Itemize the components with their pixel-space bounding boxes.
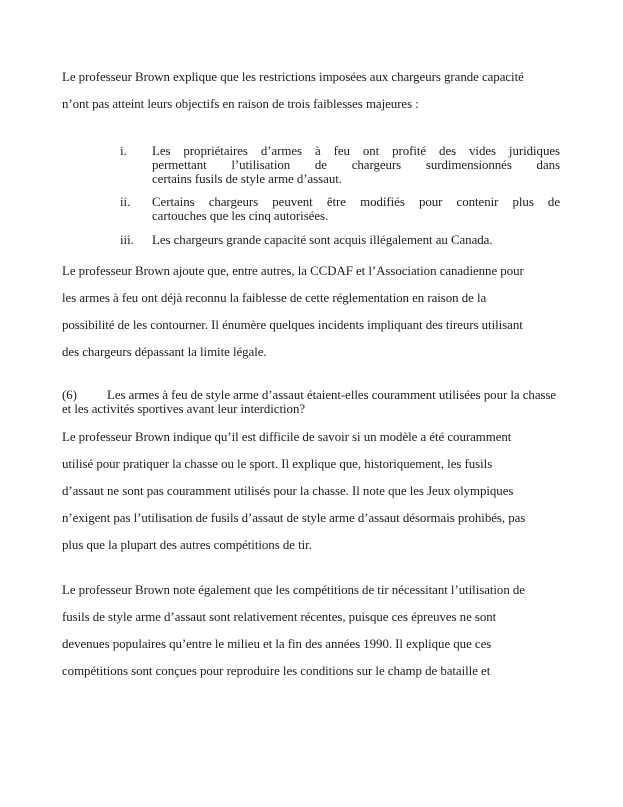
paragraph-hunting	[62, 424, 623, 559]
text-line: Les propriétaires d’armes à feu ont profité des vides juridiques	[152, 144, 560, 158]
text-line: Le professeur Brown ajoute que, entre autres, la CCDAF et l’Association canadienne pour	[62, 264, 524, 278]
text-line: Certains chargeurs peuvent être modifiés pour contenir plus de	[152, 195, 560, 209]
text-line: fusils de style arme d’assaut sont relativement récentes, puisque ces épreuves ne sont	[62, 610, 497, 624]
roman-numeral-list	[62, 144, 623, 247]
text-line: possibilité de les contourner. Il énumère quelques incidents impliquant des tireurs utilisant	[62, 318, 523, 332]
list-marker: i.	[120, 144, 127, 158]
text-line: devenues populaires qu’entre le milieu et la fin des années 1990. Il explique que ces	[62, 637, 492, 651]
list-marker: ii.	[120, 195, 131, 209]
text-line: Les armes à feu de style arme d’assaut étaient-elles couramment utilisées pour la chasse	[107, 388, 557, 402]
list-item-text	[152, 233, 560, 247]
text-line: Le professeur Brown indique qu’il est difficile de savoir si un modèle a été couramment	[62, 430, 512, 444]
list-item-i	[62, 144, 623, 186]
paragraph-competitions	[62, 577, 623, 685]
question-number: (6)	[62, 388, 77, 402]
text-line: et les activités sportives avant leur interdiction?	[62, 402, 306, 416]
list-marker: iii.	[120, 233, 134, 247]
text-line: certains fusils de style arme d’assaut.	[152, 172, 342, 186]
paragraph-intro	[62, 64, 623, 118]
list-item-iii	[62, 233, 623, 247]
question-line	[62, 388, 623, 402]
list-item-text	[152, 144, 560, 186]
text-line: n’exigent pas l’utilisation de fusils d’assaut de style arme d’assaut désormais prohibés, pas	[62, 511, 526, 525]
paragraph-ccdaf	[62, 258, 623, 366]
text-line: utilisé pour pratiquer la chasse ou le sport. Il explique que, historiquement, les fusils	[62, 457, 493, 471]
text-line: Les chargeurs grande capacité sont acquis illégalement au Canada.	[152, 233, 493, 247]
text-line: permettant l’utilisation de chargeurs surdimensionnés dans	[152, 158, 560, 172]
text-line: Le professeur Brown note également que les compétitions de tir nécessitant l’utilisation de	[62, 583, 525, 597]
list-item-text	[152, 195, 560, 223]
list-item-ii	[62, 195, 623, 223]
text-line: des chargeurs dépassant la limite légale.	[62, 345, 267, 359]
text-line: compétitions sont conçues pour reproduire les conditions sur le champ de bataille et	[62, 664, 491, 678]
question-6-heading	[62, 388, 623, 416]
text-line: plus que la plupart des autres compétitions de tir.	[62, 538, 312, 552]
text-line: cartouches que les cinq autorisées.	[152, 209, 329, 223]
text-line: les armes à feu ont déjà reconnu la faiblesse de cette réglementation en raison de la	[62, 291, 487, 305]
text-line: d’assaut ne sont pas couramment utilisés pour la chasse. Il note que les Jeux olympiques	[62, 484, 514, 498]
text-line: Le professeur Brown explique que les restrictions imposées aux chargeurs grande capacité	[62, 70, 524, 84]
text-line: n’ont pas atteint leurs objectifs en raison de trois faiblesses majeures :	[62, 97, 419, 111]
